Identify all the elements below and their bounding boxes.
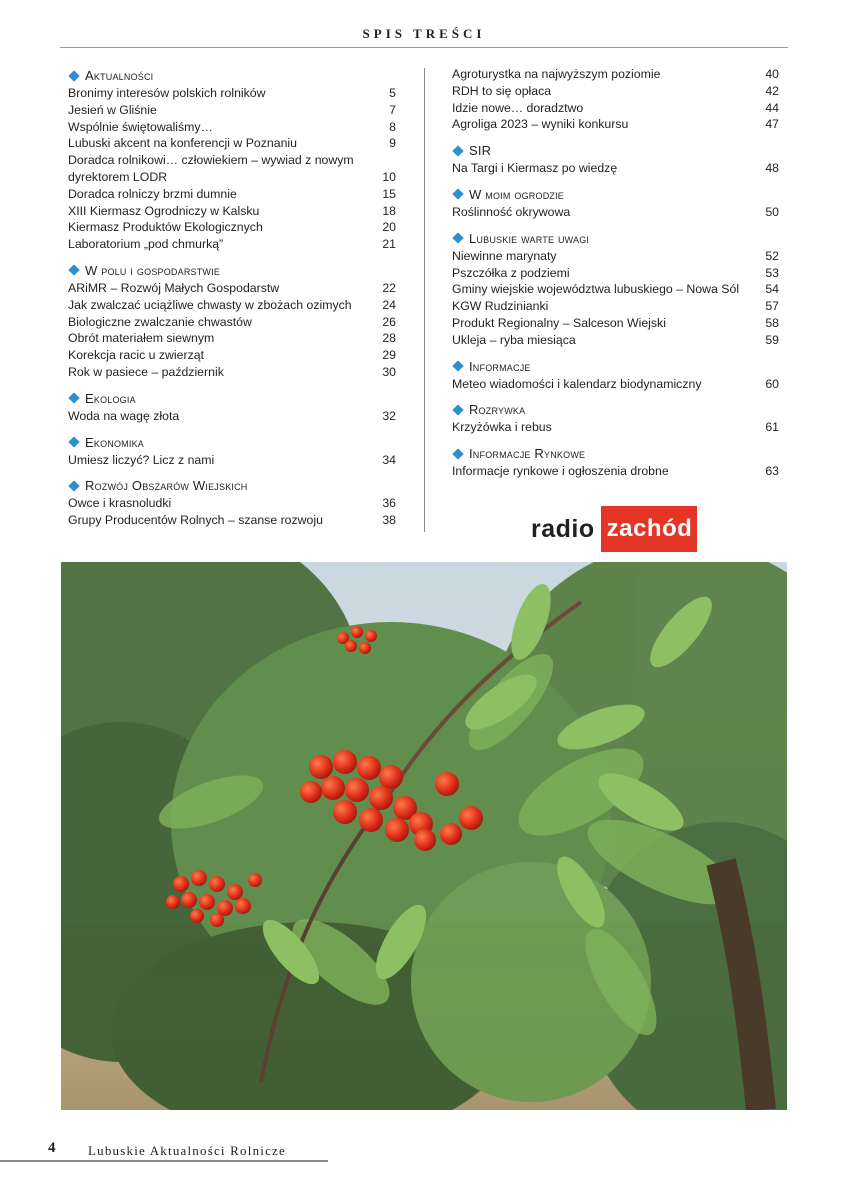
section-heading [452,185,779,204]
section-heading [68,389,396,408]
toc-entry [68,236,396,253]
toc-entry-page: 61 [765,420,779,435]
toc-entry [68,119,396,136]
toc-entry-page: 21 [382,237,396,252]
toc-right-column [452,66,779,488]
diamond-bullet-icon [452,189,463,200]
toc-entry-page: 52 [765,248,779,263]
toc-entry-page: 9 [389,136,396,151]
toc-entry-page: 44 [765,100,779,115]
toc-entry-page: 40 [765,67,779,81]
section-heading [452,229,779,248]
toc-entry [68,85,396,102]
toc-entry [452,248,779,265]
toc-entry [452,204,779,221]
toc-section [452,66,779,133]
diamond-bullet-icon [452,448,463,459]
toc-entry [68,102,396,119]
section-heading-label: Ekonomika [85,434,144,450]
toc-entry-title: XIII Kiermasz Ogrodniczy w Kalsku [68,203,260,218]
section-heading [452,400,779,419]
section-heading-label: Lubuskie warte uwagi [469,230,590,246]
section-heading-label: W moim ogrodzie [469,186,564,202]
toc-entry-page: 59 [765,332,779,347]
toc-entry-title: Na Targi i Kiermasz po wiedzę [452,161,618,176]
section-heading [68,261,396,280]
toc-entry [452,265,779,282]
toc-entry [68,364,396,381]
diamond-bullet-icon [452,360,463,371]
toc-entry-page: 22 [382,280,396,295]
toc-entry-title: Krzyżówka i rebus [452,420,552,435]
section-heading [68,476,396,495]
toc-entry [452,419,779,436]
section-heading-label: Rozrywka [469,402,526,418]
toc-entry [68,347,396,364]
toc-entry-page: 34 [382,452,396,467]
toc-entry-title: Roślinność okrywowa [452,204,571,219]
toc-entry [68,280,396,297]
toc-entry-page: 48 [765,161,779,176]
toc-entry-page: 30 [382,364,396,379]
toc-entry [452,100,779,117]
section-heading [452,357,779,376]
toc-entry-page: 38 [382,513,396,528]
toc-entry-title: Informacje rynkowe i ogłoszenia drobne [452,464,669,479]
diamond-bullet-icon [68,70,79,81]
toc-entry [452,332,779,349]
toc-entry-title: Grupy Producentów Rolnych – szanse rozwoju [68,513,323,528]
toc-entry-title: Ukleja – ryba miesiąca [452,332,576,347]
toc-entry-title: Doradca rolnikowi… człowiekiem – wywiad z nowym [68,153,354,168]
toc-entry-title: Niewinne marynaty [452,248,557,263]
toc-entry-title: Produkt Regionalny – Salceson Wiejski [452,315,666,330]
toc-section [452,357,779,393]
toc-entry-page: 10 [382,169,396,184]
logo-word-radio: radio [531,514,595,543]
toc-entry-title: Agroliga 2023 – wyniki konkursu [452,117,629,132]
toc-entry [68,495,396,512]
toc-entry-title: dyrektorem LODR [68,169,168,184]
toc-entry-title: Jesień w Gliśnie [68,102,157,117]
toc-entry-page: 15 [382,186,396,201]
toc-entry-title: Umiesz liczyć? Licz z nami [68,452,215,467]
toc-section [452,185,779,221]
section-heading [68,66,396,85]
toc-entry-title: ARiMR – Rozwój Małych Gospodarstw [68,280,280,295]
section-heading-label: Rozwój Obszarów Wiejskich [85,478,248,494]
toc-entry-title: RDH to się opłaca [452,83,552,98]
section-heading-label: Aktualności [85,68,154,83]
toc-entry [68,330,396,347]
toc-entry-page: 60 [765,376,779,391]
toc-entry [68,169,396,186]
toc-section [68,389,396,425]
footer-divider [0,1160,328,1162]
diamond-bullet-icon [68,480,79,491]
toc-entry-page: 42 [765,83,779,98]
toc-entry-page: 63 [765,464,779,479]
toc-entry-title: Doradca rolniczy brzmi dumnie [68,186,237,201]
toc-section [452,141,779,177]
toc-entry [68,512,396,529]
toc-entry-title: Obrót materiałem siewnym [68,331,215,346]
toc-entry-title: Kiermasz Produktów Ekologicznych [68,220,263,235]
toc-entry [452,315,779,332]
diamond-bullet-icon [68,436,79,447]
toc-entry-title: Korekcja racic u zwierząt [68,348,204,363]
toc-entry-title: Laboratorium „pod chmurką” [68,237,224,252]
diamond-bullet-icon [68,265,79,276]
magazine-title: Lubuskie Aktualności Rolnicze [88,1143,286,1158]
toc-entry [452,298,779,315]
rowan-berries-photo [61,562,787,1110]
logo-word-zachod: zachód [601,506,697,552]
toc-entry-title: Pszczółka z podziemi [452,265,570,280]
toc-entry [68,314,396,331]
toc-entry [452,281,779,298]
toc-entry-page: 50 [765,204,779,219]
radio-zachod-logo [531,506,697,552]
toc-entry-title: Jak zwalczać uciążliwe chwasty w zbożach ozimych [68,297,352,312]
section-heading-label: SIR [469,143,492,159]
toc-entry [452,66,779,83]
toc-entry-page: 53 [765,265,779,280]
toc-section [452,229,779,349]
toc-entry [452,160,779,177]
section-heading-label: Ekologia [85,390,136,406]
toc-entry [68,152,396,169]
toc-entry-page: 8 [389,119,396,134]
toc-entry-page: 20 [382,220,396,235]
toc-section [68,66,396,253]
section-heading [68,433,396,452]
toc-section [452,444,779,480]
column-divider [424,68,425,532]
diamond-bullet-icon [452,233,463,244]
toc-entry [68,135,396,152]
section-heading-label: Informacje [469,358,531,374]
toc-entry-title: KGW Rudzinianki [452,299,549,314]
toc-entry-title: Gminy wiejskie województwa lubuskiego – Nowa Sól [452,282,740,297]
toc-section [68,261,396,381]
toc-entry-title: Agroturystka na najwyższym poziomie [452,67,661,81]
section-heading [452,444,779,463]
toc-entry-page: 54 [765,282,779,297]
toc-entry [452,116,779,133]
toc-entry-page: 47 [765,117,779,132]
toc-entry-title: Idzie nowe… doradztwo [452,100,584,115]
toc-entry-title: Meteo wiadomości i kalendarz biodynamiczny [452,376,702,391]
toc-entry-page: 29 [382,348,396,363]
toc-entry-page: 36 [382,496,396,511]
toc-section [68,476,396,529]
toc-entry [68,219,396,236]
toc-entry-title: Biologiczne zwalczanie chwastów [68,314,252,329]
toc-left-column [68,66,396,537]
page-number: 4 [48,1140,56,1156]
toc-entry [68,408,396,425]
toc-entry-title: Lubuski akcent na konferencji w Poznaniu [68,136,297,151]
toc-entry-page: 24 [382,297,396,312]
diamond-bullet-icon [452,145,463,156]
toc-entry [68,203,396,220]
toc-entry-page: 18 [382,203,396,218]
toc-entry [452,463,779,480]
toc-entry-page: 57 [765,299,779,314]
toc-entry-page: 7 [389,102,396,117]
toc-entry [452,83,779,100]
toc-entry-title: Woda na wagę złota [68,408,180,423]
toc-entry [68,452,396,469]
diamond-bullet-icon [452,404,463,415]
toc-entry [68,186,396,203]
toc-entry-title: Owce i krasnoludki [68,496,172,511]
toc-entry [452,376,779,393]
toc-entry [68,297,396,314]
page-title: SPIS TREŚCI [362,26,486,41]
section-heading-label: Informacje Rynkowe [469,446,586,462]
header-divider [60,47,788,48]
toc-entry-title: Bronimy interesów polskich rolników [68,86,266,100]
toc-section [452,400,779,436]
section-heading [452,141,779,160]
toc-entry-page: 58 [765,315,779,330]
toc-section [68,433,396,469]
toc-entry-page: 32 [382,408,396,423]
toc-entry-page: 26 [382,314,396,329]
diamond-bullet-icon [68,393,79,404]
toc-entry-page: 5 [389,86,396,100]
toc-entry-title: Rok w pasiece – październik [68,364,224,379]
toc-entry-page: 28 [382,331,396,346]
section-heading-label: W polu i gospodarstwie [85,262,221,278]
toc-entry-title: Wspólnie świętowaliśmy… [68,119,213,134]
